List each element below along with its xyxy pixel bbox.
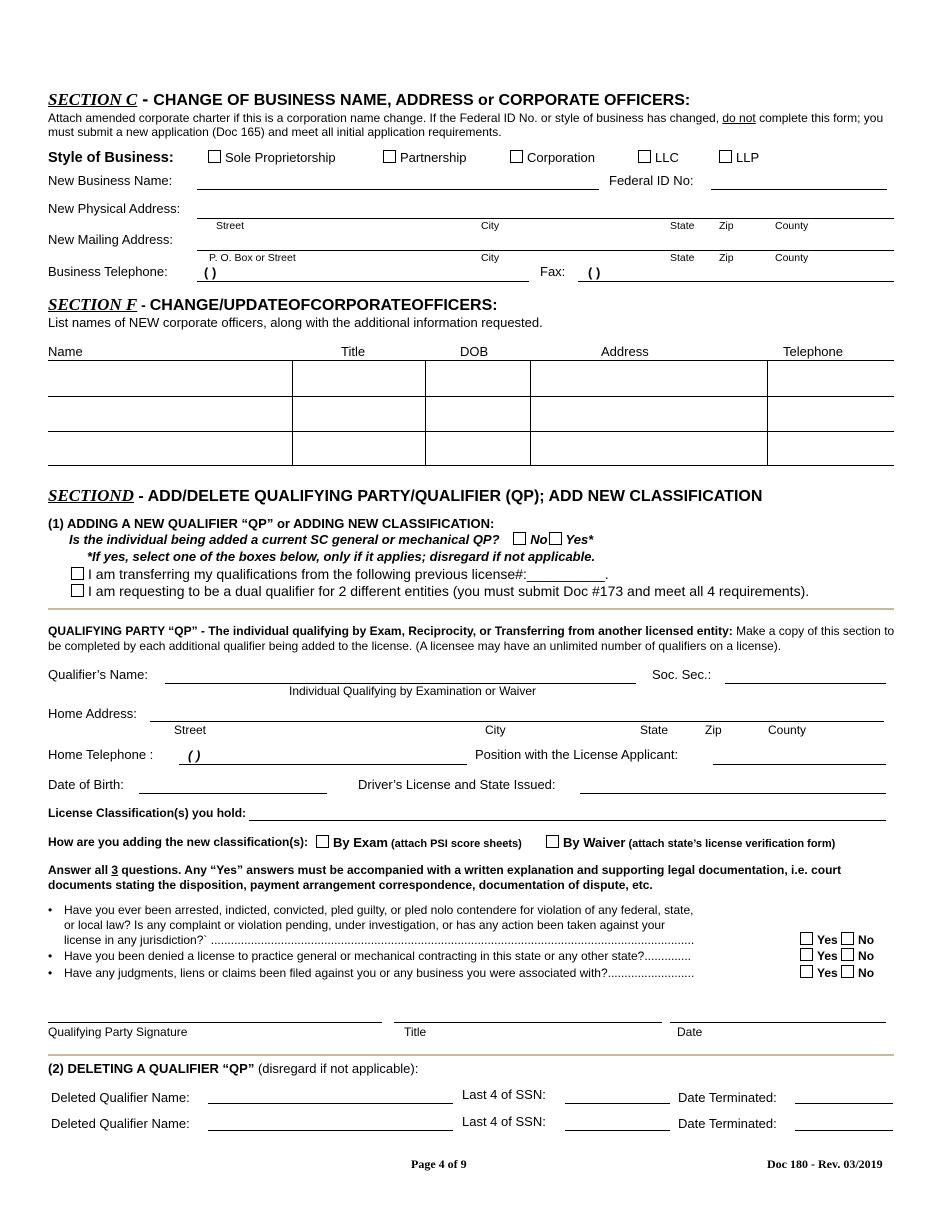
option-note: (attach PSI score sheets) bbox=[387, 838, 522, 850]
dual-qualifier-option[interactable] bbox=[71, 583, 809, 599]
current-qp-yes[interactable] bbox=[548, 532, 594, 547]
fax-field[interactable] bbox=[578, 281, 894, 282]
sub-po-box: P. O. Box or Street bbox=[209, 252, 296, 264]
current-qp-question bbox=[69, 532, 593, 547]
intro-text-2: complete this form; you must submit a new application (Doc 165) and meet all initial application requirements. bbox=[48, 111, 884, 139]
checkbox[interactable] bbox=[510, 150, 523, 163]
checkbox[interactable] bbox=[546, 835, 559, 848]
qp-date-field[interactable] bbox=[670, 1022, 886, 1023]
last4-ssn-label: Last 4 of SSN: bbox=[462, 1087, 546, 1102]
how-adding-label: How are you adding the new classification(s): bbox=[48, 835, 309, 849]
checkbox[interactable] bbox=[208, 150, 221, 163]
home-telephone-field[interactable] bbox=[179, 764, 467, 765]
sub-state: State bbox=[670, 252, 695, 264]
no-label: No bbox=[858, 949, 875, 963]
sub-state: State bbox=[640, 723, 669, 737]
business-telephone-label: Business Telephone: bbox=[48, 264, 168, 279]
col-dob: DOB bbox=[460, 344, 489, 359]
question-3: Have any judgments, liens or claims been filed against you or any business you were associated with?.......................... bbox=[64, 966, 695, 980]
sub-state: State bbox=[670, 220, 695, 232]
license-class-field[interactable] bbox=[249, 820, 886, 821]
col-address: Address bbox=[601, 344, 649, 359]
bullet: • bbox=[48, 903, 53, 917]
question-2: Have you been denied a license to practice general or mechanical contracting in this state or any other state?.............. bbox=[64, 949, 692, 963]
sub-zip: Zip bbox=[719, 220, 734, 232]
style-sole-proprietorship[interactable] bbox=[208, 150, 336, 165]
position-field[interactable] bbox=[713, 764, 886, 765]
sub-zip: Zip bbox=[705, 723, 722, 737]
answer-all-instructions bbox=[48, 863, 898, 893]
col-telephone: Telephone bbox=[783, 344, 843, 359]
question-1-answers[interactable] bbox=[800, 932, 874, 947]
question-text: Is the individual being added a current SC general or mechanical QP? bbox=[69, 532, 500, 547]
new-business-name-field[interactable] bbox=[197, 189, 599, 190]
yes-label: Yes bbox=[817, 949, 838, 963]
home-address-label: Home Address: bbox=[48, 706, 137, 721]
adding-qualifier-title: (1) ADDING A NEW QUALIFIER “QP” or ADDING NEW CLASSIFICATION: bbox=[48, 516, 495, 531]
soc-sec-field[interactable] bbox=[725, 683, 886, 684]
license-class-label: License Classification(s) you hold: bbox=[48, 806, 247, 820]
date-terminated-label: Date Terminated: bbox=[678, 1116, 777, 1131]
style-llp[interactable] bbox=[719, 150, 759, 165]
doc-revision: Doc 180 - Rev. 03/2019 bbox=[767, 1157, 883, 1171]
individual-qualifying-sub: Individual Qualifying by Examination or Waiver bbox=[289, 684, 537, 698]
last4-ssn-field[interactable] bbox=[565, 1103, 670, 1104]
new-mailing-address-field[interactable] bbox=[197, 250, 894, 251]
by-waiver-option[interactable] bbox=[546, 834, 835, 852]
current-qp-no[interactable] bbox=[513, 532, 547, 547]
yes-label: Yes bbox=[817, 966, 838, 980]
question-1-line-1: Have you ever been arrested, indicted, convicted, pled guilty, or pled nolo contendere for violation of any federal, state, bbox=[64, 903, 694, 917]
sub-county: County bbox=[768, 723, 807, 737]
section-c-title: CHANGE OF BUSINESS NAME, ADDRESS or CORPORATE OFFICERS: bbox=[153, 92, 691, 109]
intro-underlined: do not bbox=[722, 111, 756, 125]
deleting-bold: (2) DELETING A QUALIFIER “QP” bbox=[48, 1061, 255, 1076]
section-c-intro bbox=[48, 111, 900, 139]
style-corporation[interactable] bbox=[510, 150, 595, 165]
qp-title-field[interactable] bbox=[394, 1022, 662, 1023]
checkbox[interactable] bbox=[513, 532, 526, 545]
no-label: No bbox=[858, 966, 875, 980]
qp-date-label: Date bbox=[677, 1025, 703, 1039]
option-label: LLP bbox=[736, 150, 760, 165]
home-telephone-paren: ( ) bbox=[188, 748, 201, 763]
checkbox-yes[interactable] bbox=[800, 932, 813, 945]
qp-rest-text: Make a copy of this section to be completed by each additional qualifier being added to the license. (A licensee may have an unlimited number of qualifiers on a license). bbox=[48, 624, 895, 653]
business-telephone-paren: ( ) bbox=[204, 265, 217, 280]
officers-col-divider bbox=[425, 360, 426, 466]
yes-label: Yes bbox=[817, 933, 838, 947]
option-label: LLC bbox=[655, 150, 679, 165]
date-terminated-label: Date Terminated: bbox=[678, 1090, 777, 1105]
intro-text-1: Attach amended corporate charter if this is a corporation name change. If the Federal ID No. or style of business has changed, bbox=[48, 111, 723, 125]
option-label: I am transferring my qualifications from the following previous license#:__________. bbox=[88, 566, 609, 582]
checkbox[interactable] bbox=[71, 584, 84, 597]
checkbox-no[interactable] bbox=[841, 948, 854, 961]
deleted-qualifier-name-field[interactable] bbox=[208, 1130, 453, 1131]
business-telephone-field[interactable] bbox=[197, 281, 529, 282]
qp-signature-field[interactable] bbox=[48, 1022, 382, 1023]
section-d-title: ADD/DELETE QUALIFYING PARTY/QUALIFIER (QP); ADD NEW CLASSIFICATION bbox=[147, 488, 763, 505]
divider bbox=[48, 1054, 894, 1056]
date-terminated-field[interactable] bbox=[795, 1103, 893, 1104]
officers-col-divider bbox=[530, 360, 531, 466]
checkbox[interactable] bbox=[549, 532, 562, 545]
option-label: By Waiver bbox=[563, 835, 626, 850]
col-name: Name bbox=[48, 344, 83, 359]
qualifying-party-description bbox=[48, 624, 898, 654]
question-1-line-3: license in any jurisdiction?` ................................................................................................................................................. bbox=[64, 933, 695, 947]
drivers-license-field[interactable] bbox=[580, 793, 886, 794]
section-d-dash: - bbox=[133, 488, 148, 505]
answer-text-1: Answer all bbox=[48, 863, 112, 877]
option-label: Partnership bbox=[400, 150, 467, 165]
checkbox[interactable] bbox=[71, 567, 84, 580]
option-label: Sole Proprietorship bbox=[225, 150, 336, 165]
new-business-name-label: New Business Name: bbox=[48, 173, 173, 188]
question-3-answers[interactable] bbox=[800, 965, 874, 980]
section-f-heading bbox=[48, 295, 498, 315]
option-label: Corporation bbox=[527, 150, 595, 165]
divider bbox=[48, 608, 894, 610]
section-f-title: CHANGE/UPDATEOFCORPORATEOFFICERS: bbox=[149, 297, 498, 314]
new-mailing-address-label: New Mailing Address: bbox=[48, 232, 173, 247]
checkbox[interactable] bbox=[638, 150, 651, 163]
question-1-line-2: or local law? Is any complaint or violation pending, under investigation, or has any action been taken against your bbox=[64, 918, 666, 932]
style-partnership[interactable] bbox=[383, 150, 466, 165]
officers-col-divider bbox=[767, 360, 768, 466]
deleted-qualifier-name-label: Deleted Qualifier Name: bbox=[51, 1116, 190, 1131]
qp-bold-text: QUALIFYING PARTY “QP” - The individual qualifying by Exam, Reciprocity, or Transferring from another licensed entity: bbox=[48, 624, 733, 638]
sub-county: County bbox=[775, 252, 809, 264]
deleted-qualifier-name-label: Deleted Qualifier Name: bbox=[51, 1090, 190, 1105]
fax-label: Fax: bbox=[540, 264, 566, 279]
last4-ssn-label: Last 4 of SSN: bbox=[462, 1114, 546, 1129]
section-f-intro: List names of NEW corporate officers, along with the additional information requested. bbox=[48, 315, 543, 330]
qp-signature-label: Qualifying Party Signature bbox=[48, 1025, 188, 1039]
checkbox[interactable] bbox=[719, 150, 732, 163]
date-terminated-field[interactable] bbox=[795, 1130, 893, 1131]
dob-label: Date of Birth: bbox=[48, 777, 124, 792]
checkbox-yes[interactable] bbox=[800, 948, 813, 961]
section-f-label: SECTION F bbox=[48, 295, 138, 314]
option-label: No bbox=[530, 532, 548, 547]
answer-number: 3 bbox=[111, 863, 119, 877]
section-c-dash: - bbox=[137, 89, 154, 109]
deleted-qualifier-name-field[interactable] bbox=[208, 1103, 453, 1104]
checkbox-no[interactable] bbox=[841, 965, 854, 978]
position-label: Position with the License Applicant: bbox=[475, 747, 679, 762]
option-label: Yes* bbox=[565, 532, 594, 547]
checkbox[interactable] bbox=[383, 150, 396, 163]
section-c-heading bbox=[48, 89, 690, 110]
bullet: • bbox=[48, 949, 53, 963]
last4-ssn-field[interactable] bbox=[565, 1130, 670, 1131]
section-d-heading bbox=[48, 486, 762, 506]
sub-street: Street bbox=[174, 723, 207, 737]
dob-field[interactable] bbox=[139, 793, 327, 794]
bullet: • bbox=[48, 966, 53, 980]
section-c-label: SECTION C bbox=[48, 90, 138, 109]
sub-city: City bbox=[481, 220, 500, 232]
answer-text-2: questions. Any “Yes” answers must be accompanied with a written explanation and supporting legal documentation, i.e. court documents stating the disposition, payment arrangement correspondence, documentation of dispute, etc. bbox=[48, 863, 842, 892]
col-title: Title bbox=[341, 344, 366, 359]
style-llc[interactable] bbox=[638, 150, 679, 165]
home-address-field[interactable] bbox=[150, 721, 884, 722]
option-note: (attach state’s license verification form) bbox=[625, 838, 836, 850]
new-physical-address-label: New Physical Address: bbox=[48, 201, 181, 216]
sub-city: City bbox=[485, 723, 506, 737]
question-2-answers[interactable] bbox=[800, 948, 874, 963]
new-physical-address-field[interactable] bbox=[197, 218, 894, 219]
fax-paren: ( ) bbox=[588, 265, 601, 280]
soc-sec-label: Soc. Sec.: bbox=[652, 667, 712, 682]
deleting-qualifier-title bbox=[48, 1061, 418, 1076]
page-number: Page 4 of 9 bbox=[411, 1157, 467, 1171]
qp-title-label: Title bbox=[404, 1025, 427, 1039]
section-f-dash: - bbox=[137, 297, 150, 313]
home-telephone-label: Home Telephone : bbox=[48, 747, 154, 762]
if-yes-note: *If yes, select one of the boxes below, only if it applies; disregard if not applicable. bbox=[87, 549, 596, 564]
by-exam-option[interactable] bbox=[316, 834, 522, 852]
checkbox-yes[interactable] bbox=[800, 965, 813, 978]
style-of-business-label: Style of Business: bbox=[48, 150, 174, 166]
sub-county: County bbox=[775, 220, 809, 232]
qualifier-name-label: Qualifier’s Name: bbox=[48, 667, 148, 682]
section-d-label: SECTIOND bbox=[48, 486, 134, 505]
federal-id-field[interactable] bbox=[711, 189, 887, 190]
deleting-rest: (disregard if not applicable): bbox=[254, 1061, 419, 1076]
transfer-option[interactable] bbox=[71, 566, 609, 582]
drivers-license-label: Driver’s License and State Issued: bbox=[358, 777, 556, 792]
no-label: No bbox=[858, 933, 875, 947]
option-label: I am requesting to be a dual qualifier for 2 different entities (you must submit Doc #173 and meet all 4 requirements). bbox=[88, 583, 810, 599]
sub-city: City bbox=[481, 252, 500, 264]
federal-id-label: Federal ID No: bbox=[609, 173, 694, 188]
checkbox-no[interactable] bbox=[841, 932, 854, 945]
option-label: By Exam bbox=[333, 835, 388, 850]
checkbox[interactable] bbox=[316, 835, 329, 848]
officers-col-divider bbox=[292, 360, 293, 466]
sub-zip: Zip bbox=[719, 252, 734, 264]
sub-street: Street bbox=[216, 220, 245, 232]
